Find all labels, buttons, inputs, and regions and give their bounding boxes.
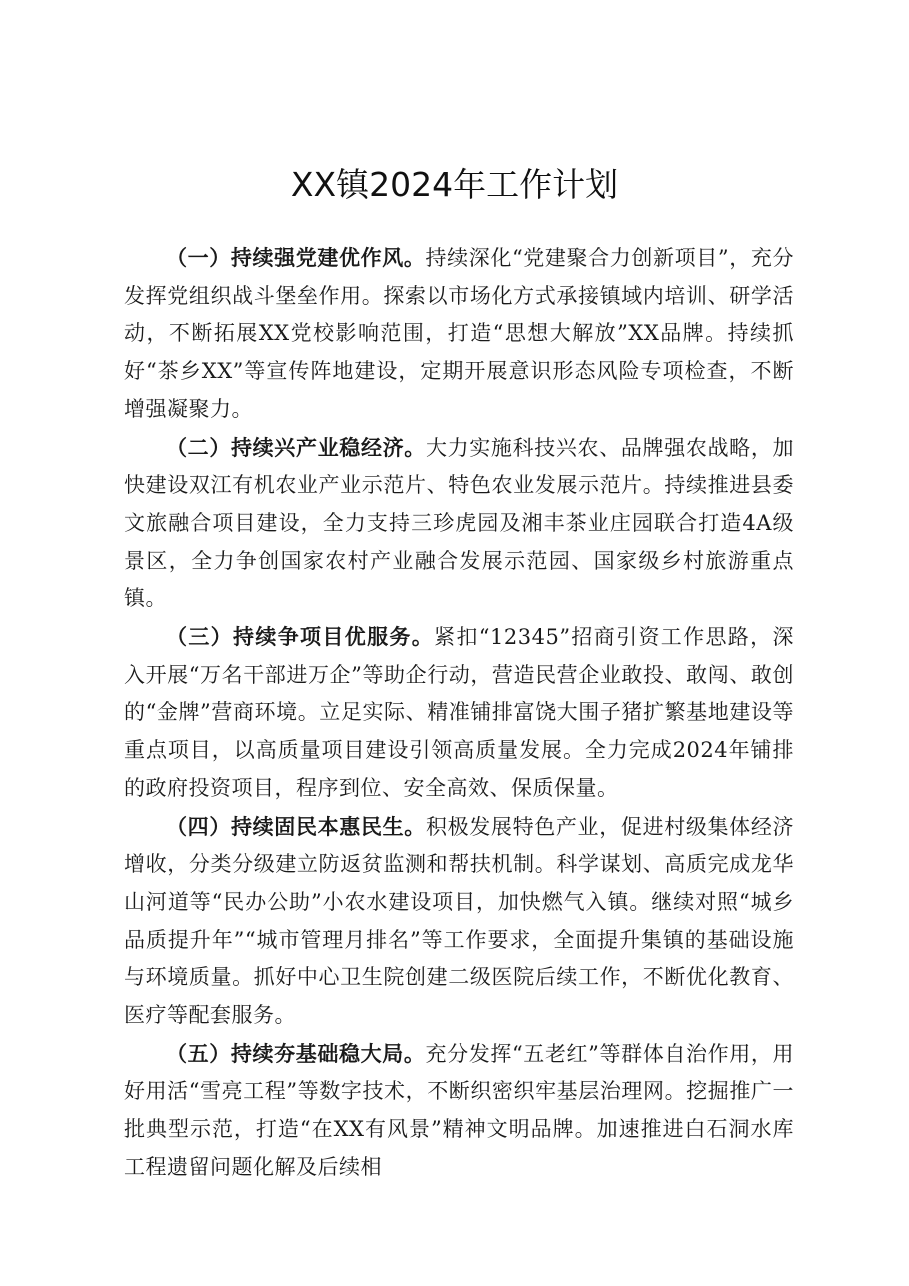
paragraph-heading: （一）持续强党建优作风。 bbox=[166, 245, 426, 270]
document-title: XX镇2024年工作计划 bbox=[290, 165, 619, 204]
document-body bbox=[124, 239, 794, 1187]
paragraph-1 bbox=[124, 239, 794, 429]
paragraph-text: 大力实施科技兴农、品牌强农战略，加快建设双江有机农业产业示范片、特色农业发展示范片。持续推进县委文旅融合项目建设，全力支持三珍虎园及湘丰茶业庄园联合打造4A级景区，全力争创国家农村产业融合发展示范园、国家级乡村旅游重点镇。 bbox=[124, 435, 795, 611]
paragraph-text: 紧扣“12345”招商引资工作思路，深入开展“万名干部进万企”等助企行动，营造民营企业敢投、敢闯、敢创的“金牌”营商环境。立足实际、精准铺排富饶大围子猪扩繁基地建设等重点项目，以高质量项目建设引领高质量发展。全力完成2024年铺排的政府投资项目，程序到位、安全高效、保质保量。 bbox=[124, 625, 794, 800]
paragraph-5 bbox=[124, 1035, 794, 1187]
paragraph-heading: （五）持续夯基础稳大局。 bbox=[166, 1040, 426, 1066]
paragraph-text: 持续深化“党建聚合力创新项目”，充分发挥党组织战斗堡垒作用。探索以市场化方式承接镇域内培训、研学活动，不断拓展XX党校影响范围，打造“思想大解放”XX品牌。持续抓好“茶乡XX”等宣传阵地建设，定期开展意识形态风险专项检查，不断增强凝聚力。 bbox=[124, 246, 794, 421]
paragraph-4 bbox=[124, 808, 794, 1035]
paragraph-2 bbox=[124, 429, 794, 619]
paragraph-text: 充分发挥“五老红”等群体自治作用，用好用活“雪亮工程”等数字技术，不断织密织牢基层治理网。挖掘推广一批典型示范，打造“在XX有风景”精神文明品牌。加速推进白石洞水库工程遗留问题化解及后续相 bbox=[124, 1041, 794, 1179]
paragraph-heading: （二）持续兴产业稳经济。 bbox=[166, 434, 426, 460]
paragraph-heading: （四）持续固民本惠民生。 bbox=[166, 813, 426, 839]
paragraph-text: 积极发展特色产业，促进村级集体经济增收，分类分级建立防返贫监测和帮扶机制。科学谋划、高质完成龙华山河道等“民办公助”小农水建设项目，加快燃气入镇。继续对照“城乡品质提升年”“城市管理月排名”等工作要求，全面提升集镇的基础设施与环境质量。抓好中心卫生院创建二级医院后续工作，不断优化教育、医疗等配套服务。 bbox=[124, 814, 795, 1028]
paragraph-heading: （三）持续争项目优服务。 bbox=[166, 624, 435, 650]
paragraph-3 bbox=[124, 618, 794, 808]
